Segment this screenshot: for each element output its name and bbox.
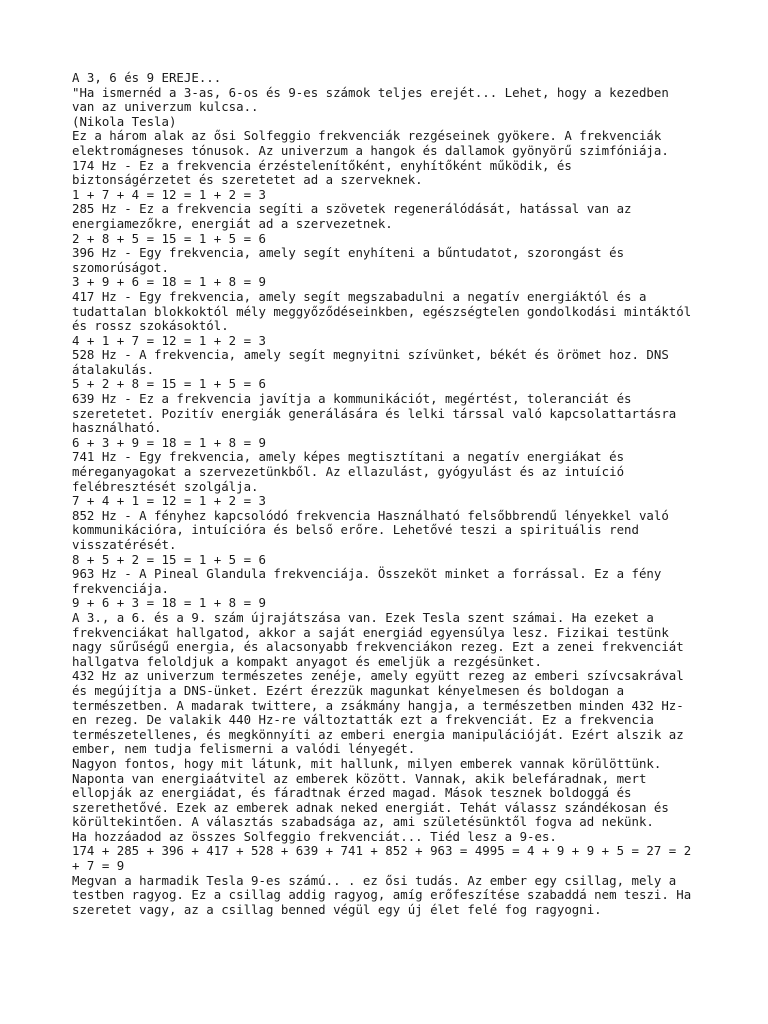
text-line: visszatérését. xyxy=(72,537,177,552)
text-line: szomorúságot. xyxy=(72,259,169,275)
text-line: 285 Hz - Ez a frekvencia segíti a szövetek regenerálódását, hatással van az xyxy=(72,201,632,217)
text-line: 174 Hz - Ez a frekvencia érzéstelenítőként, enyhítőként működik, és xyxy=(72,157,572,173)
text-line: 174 + 285 + 396 + 417 + 528 + 639 + 741 + 852 + 963 = 4995 = 4 + 9 + 9 + 5 = 27 = 2 xyxy=(72,843,692,859)
text-line: 2 + 8 + 5 = 15 = 1 + 5 = 6 xyxy=(72,230,266,246)
text-line: körültekintően. A választás szabadsága az, ami születésünktől fogva ad nekünk. xyxy=(72,814,654,830)
text-line: elektromágneses tónusok. Az univerzum a hangok és dallamok gyönyörű szimfóniája. xyxy=(72,142,669,158)
text-line: kommunikációra, intuícióra és belső erőre. Lehetővé teszi a spirituális rend xyxy=(72,522,639,538)
text-line: Megvan a harmadik Tesla 9-es számú.. . ez ősi tudás. Az ember egy csillag, mely a xyxy=(72,872,677,888)
text-line: felébresztését szolgálja. xyxy=(72,478,259,494)
text-line: frekvenciája. xyxy=(72,580,169,596)
text-line: tudattalan blokkoktól mély meggyőződéseinkben, egészségtelen gondolkodási mintáktól xyxy=(72,303,692,319)
text-line: energiamezőkre, energiát ad a szervezetnek. xyxy=(72,215,393,231)
text-line: méreganyagokat a szervezetünkből. Az ellazulást, gyógyulást és az intuíció xyxy=(72,464,625,480)
text-line: ember, nem tudja felismerni a valódi lényegét. xyxy=(72,741,416,757)
text-line: 3 + 9 + 6 = 18 = 1 + 8 = 9 xyxy=(72,274,266,290)
text-line: 7 + 4 + 1 = 12 = 1 + 2 = 3 xyxy=(72,493,266,509)
text-line: 9 + 6 + 3 = 18 = 1 + 8 = 9 xyxy=(72,595,266,611)
text-line: 852 Hz - A fényhez kapcsolódó frekvencia Használható felsőbbrendű lényekkel való xyxy=(72,507,669,523)
text-line: szeretetet. Pozitív energiák generálására és lelki társsal való kapcsolattartásra xyxy=(72,405,677,421)
document-body xyxy=(72,71,712,917)
text-line: Ha hozzáadod az összes Solfeggio frekvenciát... Tiéd lesz a 9-es. xyxy=(72,828,557,844)
text-line: 1 + 7 + 4 = 12 = 1 + 2 = 3 xyxy=(72,186,266,202)
text-line: átalakulás. xyxy=(72,361,155,377)
text-line: 741 Hz - Egy frekvencia, amely képes megtisztítani a negatív energiákat és xyxy=(72,449,625,465)
text-line: 6 + 3 + 9 = 18 = 1 + 8 = 9 xyxy=(72,434,266,450)
text-line: 432 Hz az univerzum természetes zenéje, amely együtt rezeg az emberi szívcsakrával xyxy=(72,668,684,684)
text-line: 639 Hz - Ez a frekvencia javítja a kommunikációt, megértést, toleranciát és xyxy=(72,391,632,407)
text-line: nagy sűrűségű energia, és alacsonyabb frekvenciákon rezeg. Ezt a zenei frekvenciát xyxy=(72,639,684,655)
text-line: Naponta van energiaátvitel az emberek között. Vannak, akik belefáradnak, mert xyxy=(72,770,647,786)
text-line: testben ragyog. Ez a csillag addig ragyog, amíg erőfeszítése szabaddá nem teszi. Ha xyxy=(72,887,692,903)
text-line: természetben. A madarak twittere, a zsákmány hangja, a természetben minden 432 Hz- xyxy=(72,697,684,713)
text-line: ellopják az energiádat, és fáradtnak érzed magad. Mások tesznek boldoggá és xyxy=(72,785,632,801)
text-line: "Ha ismernéd a 3-as, 6-os és 9-es számok teljes erejét... Lehet, hogy a kezedben xyxy=(72,84,669,100)
text-line: 528 Hz - A frekvencia, amely segít megnyitni szívünket, békét és örömet hoz. DNS xyxy=(72,347,669,363)
text-line: és rossz szokásoktól. xyxy=(72,318,229,334)
text-line: en rezeg. De valakik 440 Hz-re változtatták ezt a frekvenciát. Ez a frekvencia xyxy=(72,712,654,728)
text-line: hallgatva feloldjuk a kompakt anyagot és emeljük a rezgésünket. xyxy=(72,653,542,669)
text-line: 396 Hz - Egy frekvencia, amely segít enyhíteni a bűntudatot, szorongást és xyxy=(72,245,625,261)
text-line: 417 Hz - Egy frekvencia, amely segít megszabadulni a negatív energiáktól és a xyxy=(72,288,647,304)
text-line: természetellenes, és megkönnyíti az emberi energia manipulációját. Ezért alszik az xyxy=(72,726,684,742)
text-line: 5 + 2 + 8 = 15 = 1 + 5 = 6 xyxy=(72,376,266,392)
text-line: (Nikola Tesla) xyxy=(72,113,177,129)
document-title: A 3, 6 és 9 EREJE... xyxy=(72,70,222,85)
text-line: biztonságérzetet és szeretetet ad a szerveknek. xyxy=(72,172,423,188)
document-page xyxy=(72,71,712,917)
text-line: 8 + 5 + 2 = 15 = 1 + 5 = 6 xyxy=(72,551,266,567)
text-line: Nagyon fontos, hogy mit látunk, mit hallunk, milyen emberek vannak körülöttünk. xyxy=(72,755,662,771)
text-line: van az univerzum kulcsa.. xyxy=(72,99,259,115)
text-line: frekvenciákat hallgatod, akkor a saját energiád egyensúlya lesz. Fizikai testünk xyxy=(72,624,669,640)
text-line: Ez a három alak az ősi Solfeggio frekvenciák rezgéseinek gyökere. A frekvenciák xyxy=(72,128,662,144)
text-line: A 3., a 6. és a 9. szám újrajátszása van. Ezek Tesla szent számai. Ha ezeket a xyxy=(72,609,654,625)
text-line: szeretet vagy, az a csillag benned végül egy új élet felé fog ragyogni. xyxy=(72,901,602,917)
text-line: 963 Hz - A Pineal Glandula frekvenciája. Összeköt minket a forrással. Ez a fény xyxy=(72,566,662,582)
text-line: és megújítja a DNS-ünket. Ezért érezzük magunkat kényelmesen és boldogan a xyxy=(72,682,625,698)
text-line: 4 + 1 + 7 = 12 = 1 + 2 = 3 xyxy=(72,332,266,348)
text-line: + 7 = 9 xyxy=(72,858,125,874)
text-line: használható. xyxy=(72,420,162,436)
text-line: szerethetővé. Ezek az emberek adnak neked energiát. Tehát válassz szándékosan és xyxy=(72,799,669,815)
